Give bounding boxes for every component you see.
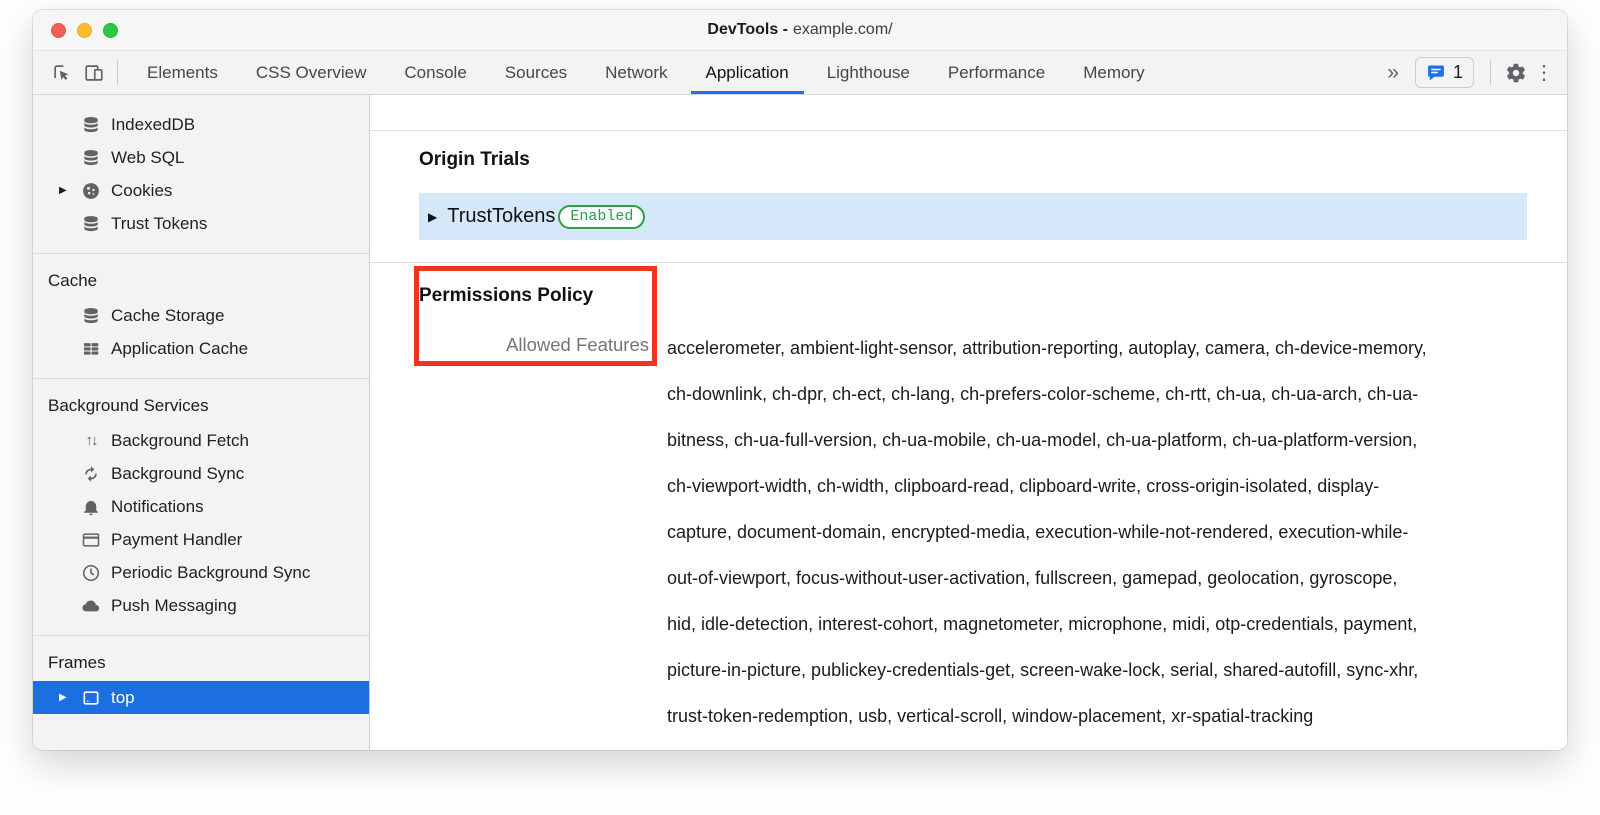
panel-body [33,95,1567,750]
sidebar-item-background-sync[interactable]: Background Sync [33,457,369,490]
tab-lighthouse[interactable]: Lighthouse [826,62,910,82]
zoom-window-button[interactable] [103,23,118,38]
permissions-policy-left-column [370,263,649,739]
sidebar-item-cache-storage[interactable]: Cache Storage [33,299,369,332]
trust-tokens-trial-row[interactable] [419,193,1527,240]
permissions-policy-section [370,262,1567,739]
application-panel-content [370,95,1567,750]
expand-arrow-icon[interactable]: ▶ [59,185,67,196]
expand-arrow-icon[interactable]: ▶ [428,209,438,224]
feature-line: trust-token-redemption, usb, vertical-scroll, window-placement, xr-spatial-tracking [667,706,1314,726]
tab-elements[interactable]: Elements [147,62,218,82]
updown-arrows-icon: ↑↓ [85,432,97,449]
feature-line: out-of-viewport, focus-without-user-activation, fullscreen, gamepad, geolocation, gyroscope, [667,568,1398,588]
sidebar-item-notifications[interactable]: Notifications [33,490,369,523]
trial-name: TrustTokens [447,205,556,227]
sync-icon [80,463,102,485]
sidebar-item-periodic-background-sync[interactable]: Periodic Background Sync [33,556,369,589]
sidebar-item-push-messaging[interactable]: Push Messaging [33,589,369,622]
feature-line: accelerometer, ambient-light-sensor, attribution-reporting, autoplay, camera, ch-device-memory, [667,338,1427,358]
application-sidebar [33,95,370,750]
origin-trials-heading: Origin Trials [419,149,530,170]
feature-line: picture-in-picture, publickey-credentials-get, screen-wake-lock, serial, shared-autofill, sync-xhr, [667,660,1419,680]
sidebar-item-background-fetch[interactable]: ↑↓ Background Fetch [33,424,369,457]
issues-icon [1426,63,1446,83]
issues-counter-button[interactable] [1415,57,1474,88]
panel-tabs [128,51,1164,94]
content-top-spacer [370,95,1567,130]
minimize-window-button[interactable] [77,23,92,38]
sidebar-item-application-cache[interactable]: Application Cache [33,332,369,365]
toolbar-divider [117,60,118,85]
tab-css-overview[interactable]: CSS Overview [255,62,367,82]
bell-icon [80,496,102,518]
more-tabs-button[interactable]: » [1387,60,1399,84]
sidebar-item-payment-handler[interactable]: Payment Handler [33,523,369,556]
sidebar-header-cache: Cache [48,271,98,290]
grid-icon [80,338,102,360]
card-icon [80,529,102,551]
allowed-features-label: Allowed Features [506,334,649,355]
database-icon [80,147,102,169]
tab-application[interactable]: Application [687,51,808,94]
permissions-policy-heading: Permissions Policy [419,285,594,306]
window-title: DevTools - example.com/ [707,21,893,38]
sidebar-item-web-sql[interactable]: Web SQL [33,141,369,174]
cookie-icon [80,180,102,202]
devtools-window [33,10,1567,750]
database-icon [80,213,102,235]
sidebar-item-trust-tokens[interactable]: Trust Tokens [33,207,369,240]
feature-line: hid, idle-detection, interest-cohort, magnetometer, microphone, midi, otp-credentials, payment, [667,614,1418,634]
tab-network[interactable]: Network [605,62,668,82]
sidebar-item-cookies[interactable]: ▶ Cookies [59,180,173,200]
expand-arrow-icon[interactable]: ▶ [59,692,67,703]
titlebar [33,10,1567,51]
database-icon [80,114,102,136]
feature-line: ch-viewport-width, ch-width, clipboard-read, clipboard-write, cross-origin-isolated, display- [667,476,1380,496]
sidebar-item-indexeddb[interactable]: IndexedDB [33,108,369,141]
sidebar-item-frame-top[interactable]: ▶ top [33,681,369,714]
database-icon [80,305,102,327]
feature-line: ch-downlink, ch-dpr, ch-ect, ch-lang, ch-prefers-color-scheme, ch-rtt, ch-ua, ch-ua-arch, ch-ua- [667,384,1419,404]
traffic-lights [51,23,118,38]
sidebar-header-background-services: Background Services [48,396,209,415]
tab-performance[interactable]: Performance [947,62,1046,82]
tab-console[interactable]: Console [404,62,467,82]
gear-icon[interactable] [1503,51,1529,94]
tab-memory[interactable]: Memory [1083,62,1145,82]
toolbar-divider [1490,60,1491,85]
close-window-button[interactable] [51,23,66,38]
frame-icon [80,687,102,709]
trial-status-badge: Enabled [558,205,645,229]
origin-trials-section [370,130,1567,262]
device-toolbar-icon[interactable] [81,51,107,94]
feature-line: bitness, ch-ua-full-version, ch-ua-mobile, ch-ua-model, ch-ua-platform, ch-ua-platform-version, [667,430,1418,450]
clock-icon [80,562,102,584]
sidebar-header-frames: Frames [48,653,106,672]
feature-line: capture, document-domain, encrypted-media, execution-while-not-rendered, execution-while- [667,522,1409,542]
allowed-features-list [649,263,1567,739]
kebab-menu-icon[interactable]: ⋮ [1534,62,1554,84]
devtools-tabbar [33,51,1567,95]
cloud-icon [80,595,102,617]
inspect-icon[interactable] [49,51,75,94]
issues-count: 1 [1452,62,1463,82]
tab-sources[interactable]: Sources [504,62,568,82]
